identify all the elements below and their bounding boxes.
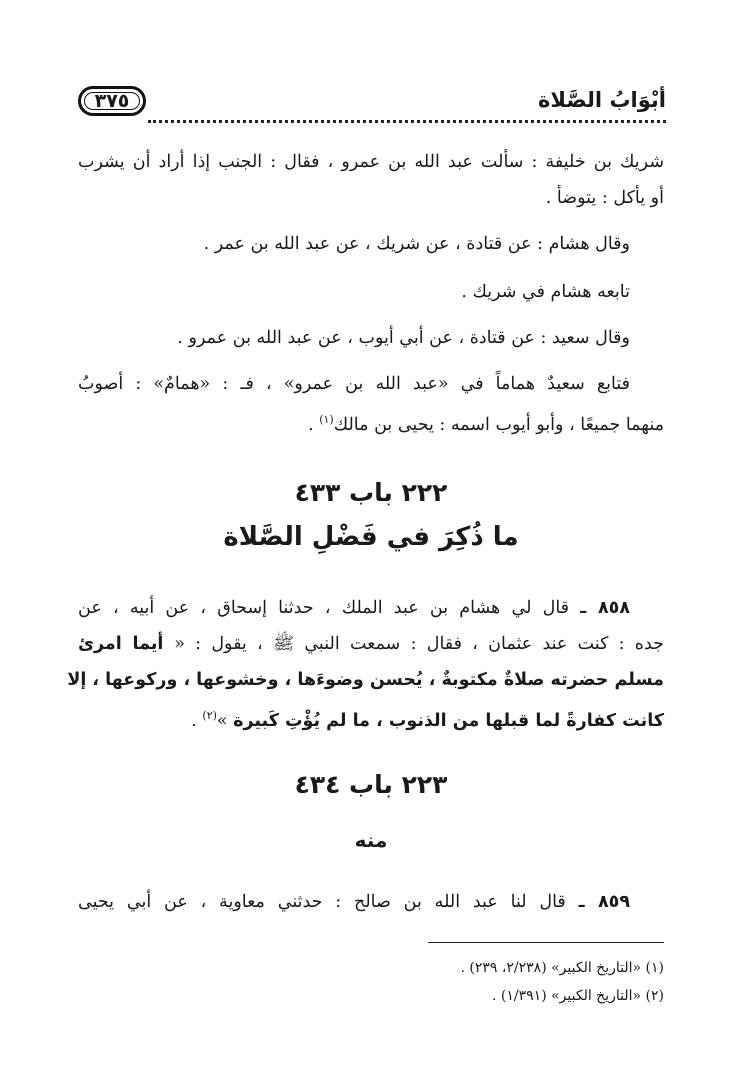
text-run: .	[308, 414, 320, 435]
text-run: قال لي هشام بن عبد الملك ، حدثنا إسحاق ، عن أبيه ، عن	[78, 598, 581, 618]
chapter-number-heading: ٢٢٢ باب ٤٣٣	[294, 478, 448, 507]
hadith-line	[78, 890, 630, 914]
text-run: »	[216, 710, 234, 731]
text-run: قال لنا عبد الله بن صالح : حدثني معاوية ، عن أبي يحيى	[78, 892, 579, 912]
footnote: (١) «التاريخ الكبير» (٢/٢٣٨، ٢٣٩) .	[460, 960, 664, 976]
header-dotted-rule	[148, 120, 666, 123]
quoted-text: كانت كفارةً لما قبلها من الذنوب ، ما لم يُؤْتِ كَبيرة	[233, 710, 664, 731]
page-number: ٣٧٥	[94, 90, 130, 112]
footnote-separator	[428, 942, 664, 943]
paragraph-line: شريك بن خليفة : سألت عبد الله بن عمرو ، فقال : الجنب إذا أراد أن يشرب	[78, 152, 664, 172]
paragraph-line: تابعه هشام في شريك .	[461, 282, 630, 302]
footnote-ref: (٢)	[202, 709, 217, 722]
paragraph-line: وقال سعيد : عن قتادة ، عن أبي أيوب ، عن عبد الله بن عمرو .	[177, 328, 630, 348]
paragraph-line: وقال هشام : عن قتادة ، عن شريك ، عن عبد الله بن عمر .	[203, 234, 630, 254]
page-number-badge	[78, 86, 146, 116]
chapter-number-heading: ٢٢٣ باب ٤٣٤	[294, 770, 448, 799]
footnote: (٢) «التاريخ الكبير» (١/٣٩١) .	[492, 988, 664, 1004]
text-run: منهما جميعًا ، وأبو أيوب اسمه : يحيى بن مالك	[333, 414, 664, 435]
hadith-line	[78, 596, 630, 620]
page-header	[78, 86, 666, 126]
hadith-number: ٨٥٨ ـ	[580, 598, 630, 618]
footnote-ref: (١)	[319, 413, 334, 426]
chapter-title: ما ذُكِرَ في فَضْلِ الصَّلاة	[223, 522, 519, 552]
text-run: جده : كنت عند عثمان ، فقال : سمعت النبي ﷺ ، يقول : «	[174, 634, 664, 654]
hadith-line: مسلم حضرته صلاةٌ مكتوبةٌ ، يُحسن وضوءَها ، وخشوعها ، وركوعها ، إلا	[67, 670, 664, 690]
paragraph-line: أو يأكل : يتوضأ .	[545, 188, 664, 208]
hadith-line	[78, 704, 664, 733]
chapter-title: منه	[354, 828, 388, 852]
quoted-text: أيما امرئ	[78, 634, 175, 654]
paragraph-line	[78, 408, 664, 437]
hadith-number: ٨٥٩ ـ	[578, 892, 631, 912]
text-run: .	[191, 710, 203, 731]
hadith-line	[78, 632, 664, 656]
paragraph-line: فتابع سعيدٌ هماماً في «عبد الله بن عمرو» ، فـ : «همامٌ» : أصوبُ	[78, 374, 631, 394]
running-title: أبْوَابُ الصَّلاة	[538, 88, 666, 112]
